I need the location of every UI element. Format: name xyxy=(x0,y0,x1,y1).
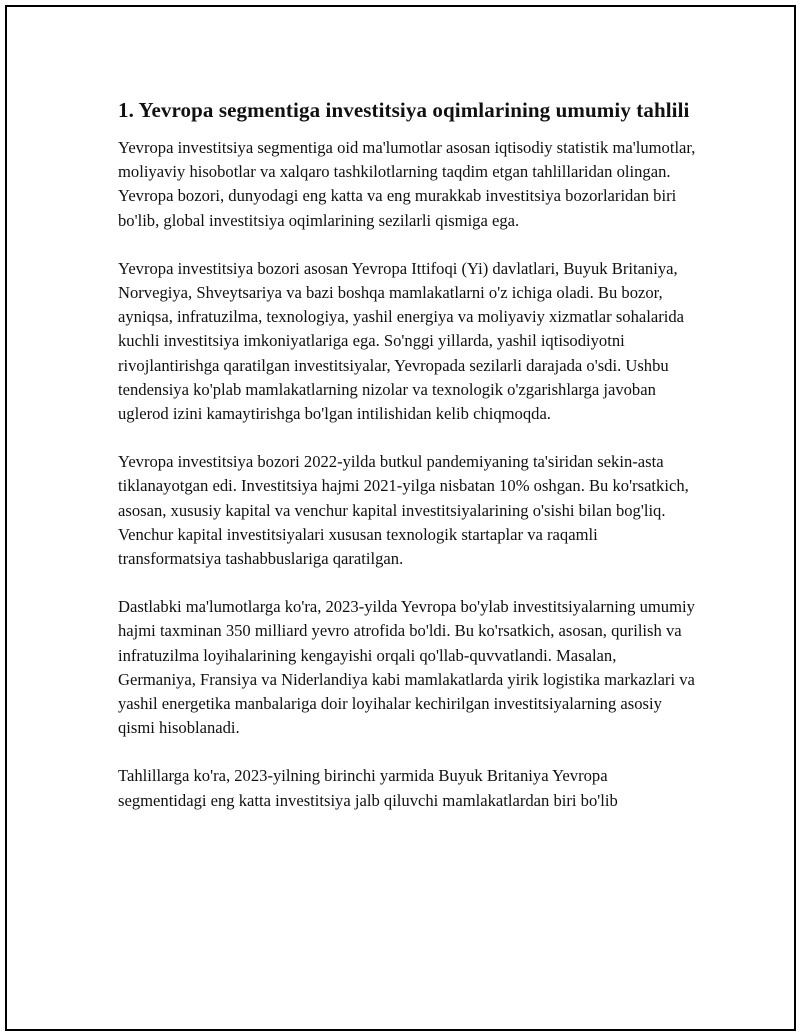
paragraph-5: Tahlillarga ko'ra, 2023-yilning birinchi yarmida Buyuk Britaniya Yevropa segmentidagi eng katta investitsiya jalb qiluvchi mamlakatlardan biri bo'lib xyxy=(118,766,618,810)
paragraph-1: Yevropa investitsiya segmentiga oid ma'lumotlar asosan iqtisodiy statistik ma'lumotlar, moliyaviy hisobotlar va xalqaro tashkilotlarning taqdim etgan tahlillaridan olingan. Yevropa bozori, dunyodagi eng katta va eng murakkab investitsiya bozorlaridan biri bo'lib, global investitsiya oqimlarining sezilarli qismiga ega. xyxy=(118,138,696,230)
section-heading: 1. Yevropa segmentiga investitsiya oqimlarining umumiy tahlili xyxy=(118,98,690,122)
page-frame xyxy=(5,5,796,1031)
paragraph-2: Yevropa investitsiya bozori asosan Yevropa Ittifoqi (Yi) davlatlari, Buyuk Britaniya, Norvegiya, Shveytsariya va bazi boshqa mamlakatlarni o'z ichiga oladi. Bu bozor, ayniqsa, infratuzilma, texnologiya, yashil energiya va moliyaviy xizmatlar sohalarida kuchli investitsiya imkoniyatlariga ega. So'nggi yillarda, yashil iqtisodiyotni rivojlantirishga qaratilgan investitsiyalar, Yevropada sezilarli darajada o'sdi. Ushbu tendensiya ko'plab mamlakatlarning nizolar va texnologik o'zgarishlarga javoban uglerod izini kamaytirishga bo'lgan intilishidan kelib chiqmoqda. xyxy=(118,258,685,424)
paragraph-3: Yevropa investitsiya bozori 2022-yilda butkul pandemiyaning ta'siridan sekin-asta tiklanayotgan edi. Investitsiya hajmi 2021-yilga nisbatan 10% oshgan. Bu ko'rsatkich, asosan, xususiy kapital va venchur kapital investitsiyalarining o'sishi bilan bog'liq. Venchur kapital investitsiyalari xususan texnologik startaplar va raqamli transformatsiya tashabbuslariga qaratilgan. xyxy=(118,452,689,569)
paragraph-4: Dastlabki ma'lumotlarga ko'ra, 2023-yilda Yevropa bo'ylab investitsiyalarning umumiy hajmi taxminan 350 milliard yevro atrofida bo'ldi. Bu ko'rsatkich, asosan, qurilish va infratuzilma loyihalarining kengayishi orqali qo'llab-quvvatlandi. Masalan, Germaniya, Fransiya va Niderlandiya kabi mamlakatlarda yirik logistika markazlari va yashil energetika manbalariga doir loyihalar kechirilgan investitsiyalarning asosiy qismi hisoblanadi. xyxy=(118,597,695,738)
document-body xyxy=(118,96,696,837)
